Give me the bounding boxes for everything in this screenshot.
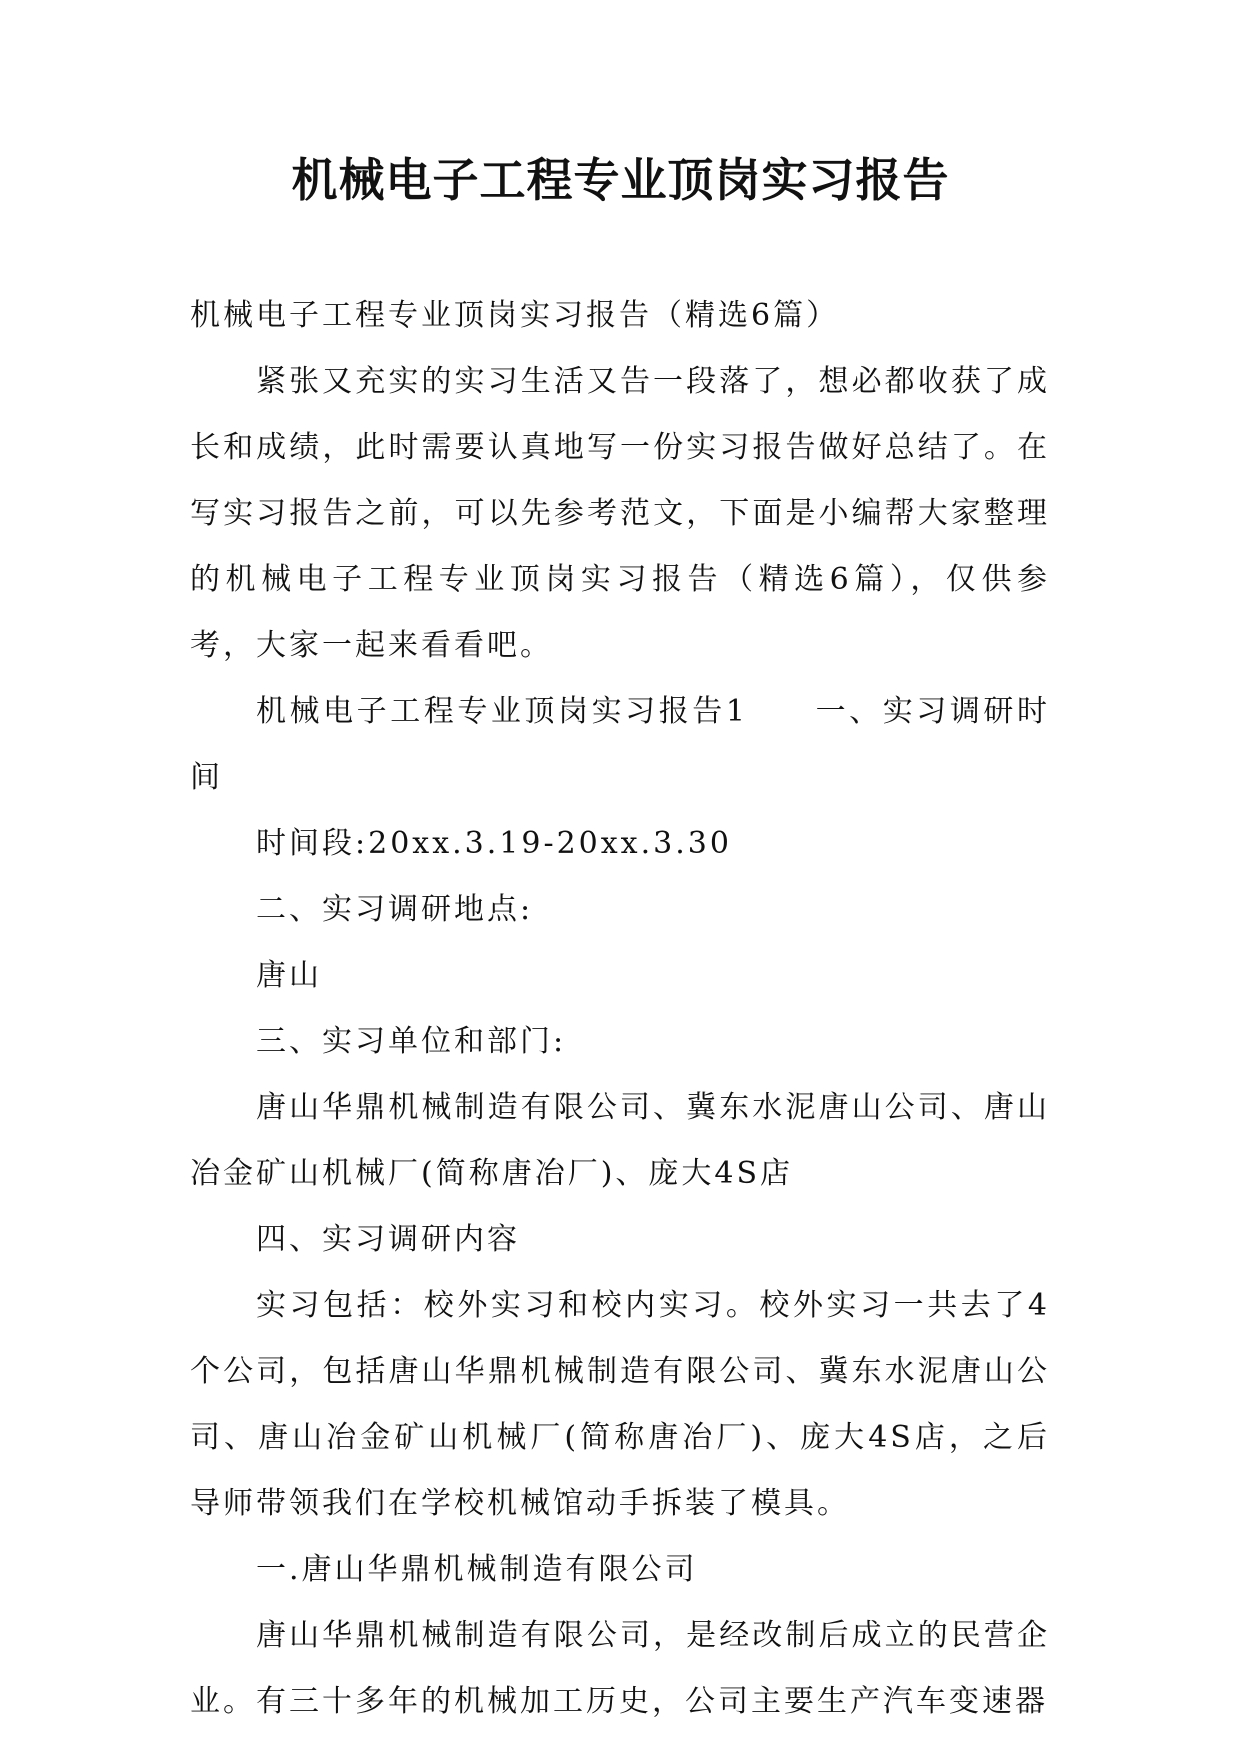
paragraph-location: 唐山 — [256, 958, 322, 993]
paragraph-company-heading: 一.唐山华鼎机械制造有限公司 — [256, 1552, 698, 1587]
paragraph-subtitle: 机械电子工程专业顶岗实习报告（精选6篇） — [190, 298, 840, 333]
paragraph-units-heading: 三、实习单位和部门: — [256, 1024, 567, 1059]
document-title: 机械电子工程专业顶岗实习报告 — [291, 153, 950, 207]
document-body — [190, 283, 1050, 1735]
paragraph-company-description: 唐山华鼎机械制造有限公司，是经改制后成立的民营企业。有三十多年的机械加工历史，公司主要生产汽车变速器 — [190, 1618, 1050, 1719]
paragraph-content: 实习包括：校外实习和校内实习。校外实习一共去了4个公司，包括唐山华鼎机械制造有限公司、冀东水泥唐山公司、唐山冶金矿山机械厂(简称唐冶厂)、庞大4S店，之后导师带领我们在学校机械馆动手拆装了模具。 — [190, 1288, 1050, 1521]
paragraph-location-heading: 二、实习调研地点: — [256, 892, 534, 927]
paragraph-units: 唐山华鼎机械制造有限公司、冀东水泥唐山公司、唐山冶金矿山机械厂(简称唐冶厂)、庞大4S店 — [190, 1090, 1050, 1191]
paragraph-report-1-heading: 机械电子工程专业顶岗实习报告1 一、实习调研时间 — [190, 694, 1050, 795]
paragraph-content-heading: 四、实习调研内容 — [256, 1222, 520, 1257]
paragraph-time-period: 时间段:20xx.3.19-20xx.3.30 — [256, 826, 732, 861]
paragraph-intro: 紧张又充实的实习生活又告一段落了，想必都收获了成长和成绩，此时需要认真地写一份实习报告做好总结了。在写实习报告之前，可以先参考范文，下面是小编帮大家整理的机械电子工程专业顶岗实习报告（精选6篇），仅供参考，大家一起来看看吧。 — [190, 364, 1050, 663]
